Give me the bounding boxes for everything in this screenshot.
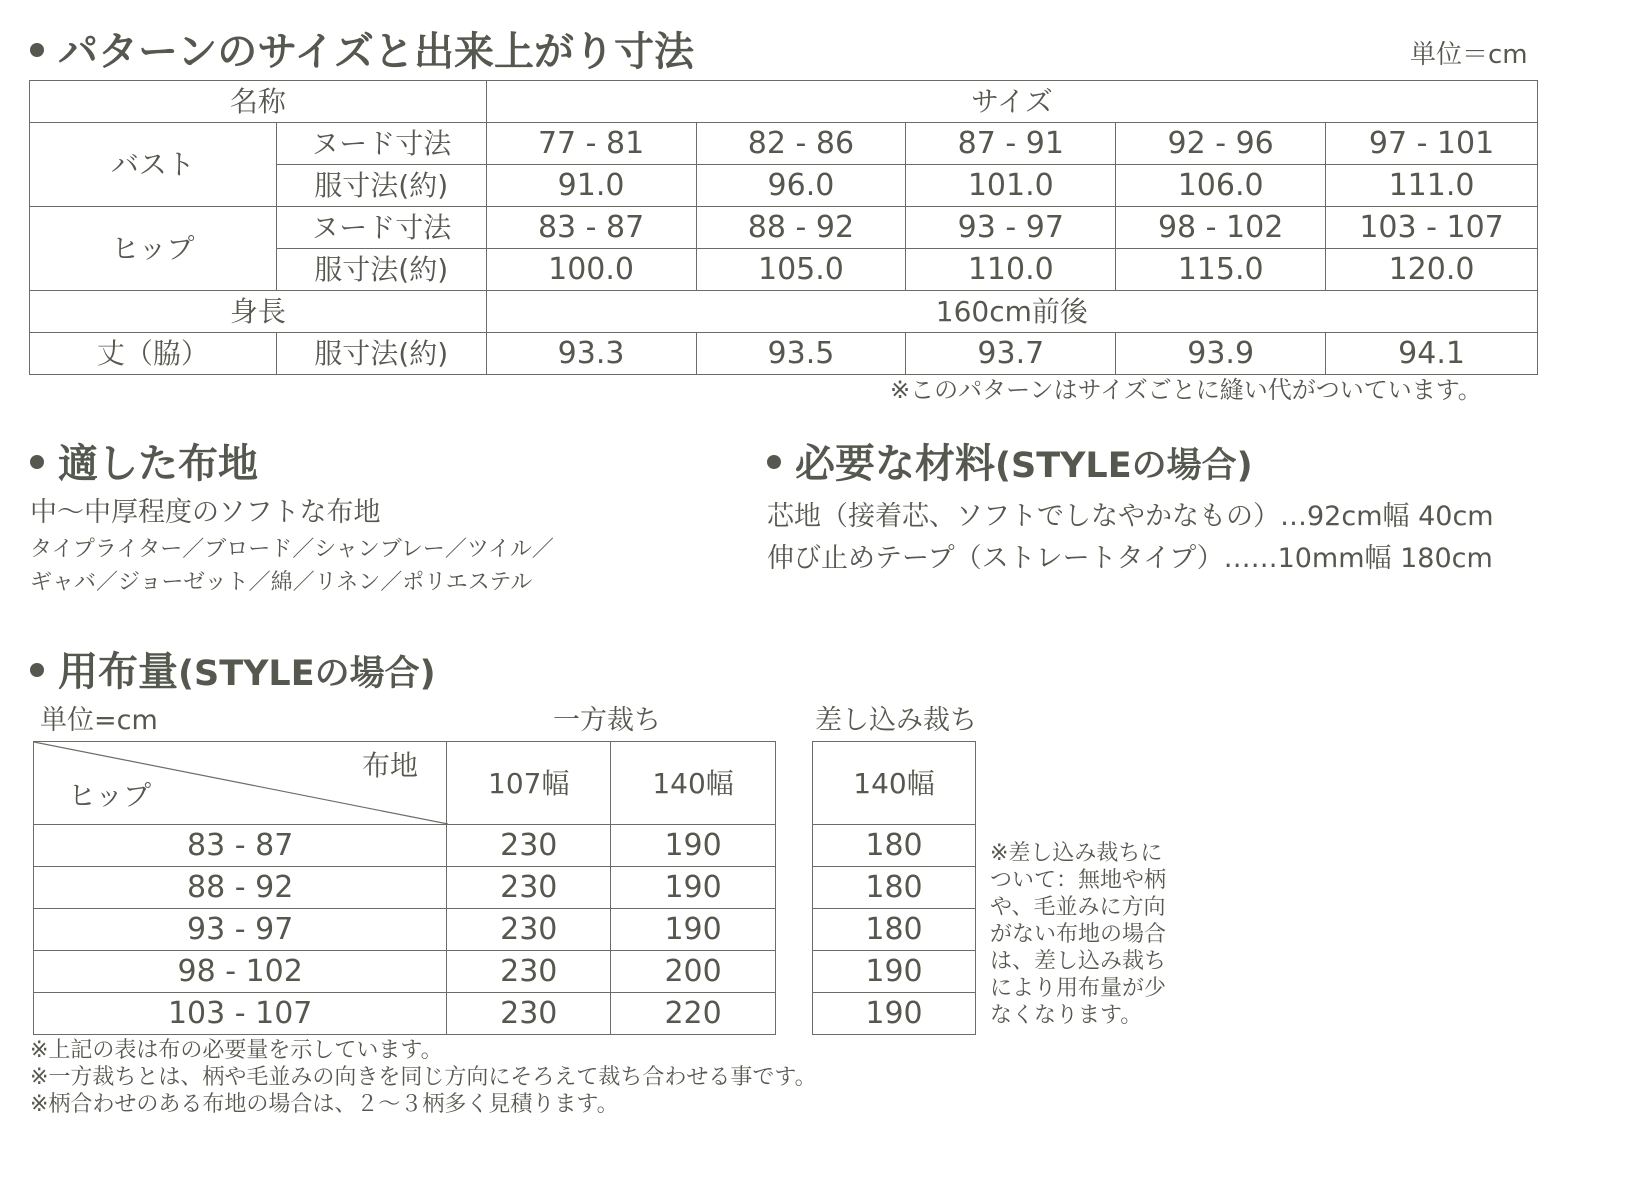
table-cell: 82 - 86 — [696, 123, 906, 165]
table-cell: 93.9 — [1116, 333, 1326, 375]
fabric-section-title: 適した布地 — [30, 432, 258, 489]
table-cell: 190 — [611, 909, 776, 951]
bullet-icon — [30, 663, 44, 677]
table-cell: 180 — [813, 825, 976, 867]
table-row — [34, 867, 776, 909]
col-140-header: 140幅 — [611, 742, 776, 825]
table-cell: 87 - 91 — [906, 123, 1116, 165]
nude-label: ヌード寸法 — [276, 123, 486, 165]
hip-cell: 98 - 102 — [34, 951, 447, 993]
bullet-icon — [30, 43, 44, 57]
corner-fabric-label: 布地 — [362, 749, 419, 782]
table-row — [813, 742, 976, 825]
table-cell: 106.0 — [1116, 165, 1326, 207]
table-cell: 230 — [447, 993, 611, 1035]
table-row — [34, 993, 776, 1035]
seam-allowance-note: ※このパターンはサイズごとに縫い代がついています。 — [890, 376, 1482, 404]
materials-line-1: 芯地（接着芯、ソフトでしなやかなもの）…92cm幅 40cm — [767, 501, 1494, 532]
fabric-line-1: 中〜中厚程度のソフトな布地 — [30, 497, 381, 528]
table-cell: 230 — [447, 867, 611, 909]
unit-label: 単位＝cm — [1410, 40, 1528, 70]
yardage-section-title: 用布量(STYLEの場合) — [30, 640, 436, 697]
table-cell: 100.0 — [486, 249, 696, 291]
table-row — [34, 909, 776, 951]
table-cell: 105.0 — [696, 249, 906, 291]
height-label: 身長 — [30, 291, 487, 333]
size-section-title: パターンのサイズと出来上がり寸法 — [30, 20, 694, 77]
table-cell: 190 — [611, 825, 776, 867]
table-cell: 103 - 107 — [1326, 207, 1538, 249]
materials-section-title: 必要な材料(STYLEの場合) — [767, 432, 1253, 489]
table-row — [30, 291, 1538, 333]
table-cell: 101.0 — [906, 165, 1116, 207]
table-cell: 115.0 — [1116, 249, 1326, 291]
yardage-notes: ※上記の表は布の必要量を示しています。 ※一方裁ちとは、柄や毛並みの向きを同じ方向にそろえて裁ち合わせる事です。 ※柄合わせのある布地の場合は、２〜３柄多く見積ります。 — [30, 1038, 817, 1117]
bust-label: バスト — [30, 123, 277, 207]
size-table — [29, 80, 1538, 375]
corner-hip-label: ヒップ — [68, 779, 152, 812]
table-cell: 230 — [447, 951, 611, 993]
table-row — [813, 909, 976, 951]
col-107-header: 107幅 — [447, 742, 611, 825]
table-cell: 96.0 — [696, 165, 906, 207]
table-row — [30, 207, 1538, 249]
table-row — [30, 123, 1538, 165]
table-cell: 180 — [813, 867, 976, 909]
table-cell: 180 — [813, 909, 976, 951]
size-header: サイズ — [486, 81, 1537, 123]
hip-cell: 88 - 92 — [34, 867, 447, 909]
yardage-unit: 単位=cm — [40, 705, 158, 736]
table-row — [30, 81, 1538, 123]
corner-cell — [34, 742, 447, 825]
col-140-interlock-header: 140幅 — [813, 742, 976, 825]
fabric-line-3: ギャバ／ジョーゼット／綿／リネン／ポリエステル — [30, 570, 533, 595]
nude-label: ヌード寸法 — [276, 207, 486, 249]
garment-label: 服寸法(約) — [276, 333, 486, 375]
table-cell: 92 - 96 — [1116, 123, 1326, 165]
height-value: 160cm前後 — [486, 291, 1537, 333]
table-row — [813, 825, 976, 867]
garment-label: 服寸法(約) — [276, 249, 486, 291]
hip-cell: 83 - 87 — [34, 825, 447, 867]
table-cell: 120.0 — [1326, 249, 1538, 291]
interlock-table — [812, 741, 976, 1035]
bullet-icon — [30, 455, 44, 469]
table-cell: 88 - 92 — [696, 207, 906, 249]
table-row — [813, 867, 976, 909]
table-row — [813, 951, 976, 993]
length-label: 丈（脇） — [30, 333, 277, 375]
table-cell: 190 — [813, 993, 976, 1035]
garment-label: 服寸法(約) — [276, 165, 486, 207]
table-cell: 77 - 81 — [486, 123, 696, 165]
table-cell: 230 — [447, 825, 611, 867]
table-cell: 91.0 — [486, 165, 696, 207]
table-cell: 93 - 97 — [906, 207, 1116, 249]
name-header: 名称 — [30, 81, 487, 123]
table-cell: 220 — [611, 993, 776, 1035]
table-cell: 94.1 — [1326, 333, 1538, 375]
table-cell: 93.3 — [486, 333, 696, 375]
fabric-line-2: タイプライター／ブロード／シャンブレー／ツイル／ — [30, 537, 554, 562]
table-cell: 97 - 101 — [1326, 123, 1538, 165]
hip-cell: 103 - 107 — [34, 993, 447, 1035]
hip-label: ヒップ — [30, 207, 277, 291]
interlock-label: 差し込み裁ち — [815, 705, 977, 736]
hip-cell: 93 - 97 — [34, 909, 447, 951]
materials-line-2: 伸び止めテープ（ストレートタイプ）……10mm幅 180cm — [767, 543, 1493, 574]
table-row — [30, 333, 1538, 375]
table-row — [813, 993, 976, 1035]
table-row — [34, 951, 776, 993]
table-row — [34, 742, 776, 825]
one-way-label: 一方裁ち — [553, 705, 661, 736]
interlock-side-note: ※差し込み裁ちに ついて：無地や柄 や、毛並みに方向 がない布地の場合 は、差し込み裁ち により用布量が少 なくなります。 — [990, 841, 1167, 1028]
table-cell: 93.7 — [906, 333, 1116, 375]
bullet-icon — [767, 455, 781, 469]
table-cell: 200 — [611, 951, 776, 993]
table-cell: 83 - 87 — [486, 207, 696, 249]
one-way-table — [33, 741, 776, 1035]
table-cell: 190 — [813, 951, 976, 993]
table-cell: 98 - 102 — [1116, 207, 1326, 249]
table-cell: 111.0 — [1326, 165, 1538, 207]
table-cell: 93.5 — [696, 333, 906, 375]
table-cell: 230 — [447, 909, 611, 951]
table-cell: 110.0 — [906, 249, 1116, 291]
table-cell: 190 — [611, 867, 776, 909]
table-row — [34, 825, 776, 867]
